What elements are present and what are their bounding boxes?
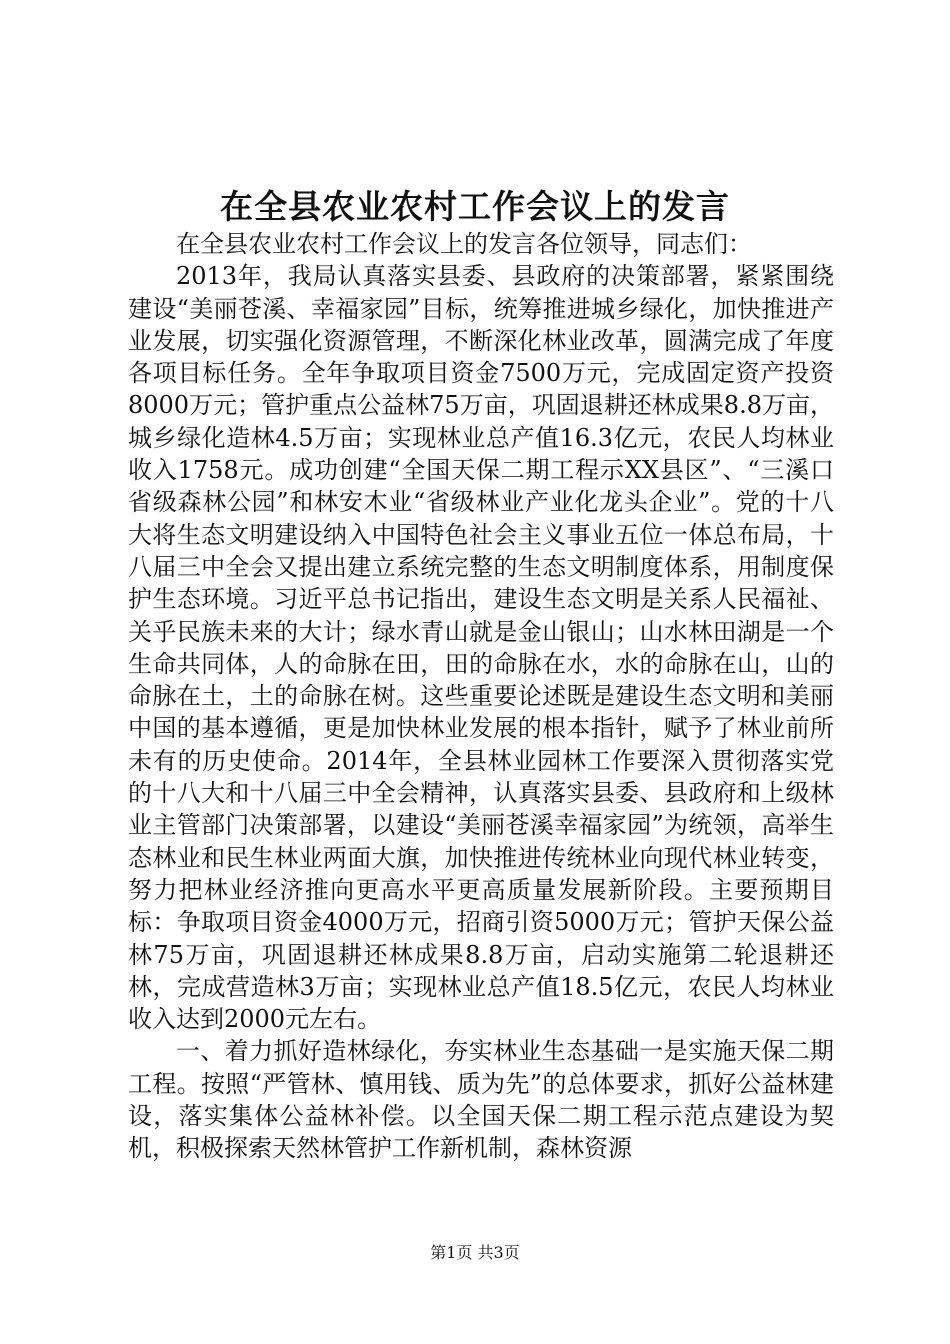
- page-number-footer: 第1页 共3页: [430, 1243, 520, 1262]
- document-title: 在全县农业农村工作会议上的发言: [220, 187, 730, 226]
- paragraph-review-and-goals: 2013年，我局认真落实县委、县政府的决策部署，紧紧围绕建设“美丽苍溪、幸福家园”目标，统筹推进城乡绿化，加快推进产业发展，切实强化资源管理，不断深化林业改革，圆满完成了年度各项目标任务。全年争取项目资金7500万元，完成固定资产投资8000万元；管护重点公益林75万亩，巩固退耕还林成果8.8万亩，城乡绿化造林4.5万亩；实现林业总产值16.3亿元，农民人均林业收入1758元。成功创建“全国天保二期工程示XX县区”、“三溪口省级森林公园”和林安木业“省级林业产业化龙头企业”。党的十八大将生态文明建设纳入中国特色社会主义事业五位一体总布局，十八届三中全会又提出建立系统完整的生态文明制度体系，用制度保护生态环境。习近平总书记指出，建设生态文明是关系人民福祉、关乎民族未来的大计；绿水青山就是金山银山；山水林田湖是一个生命共同体，人的命脉在田，田的命脉在水，水的命脉在山，山的命脉在土，土的命脉在树。这些重要论述既是建设生态文明和美丽中国的基本遵循，更是加快林业发展的根本指针，赋予了林业前所未有的历史使命。2014年，全县林业园林工作要深入贯彻落实党的十八大和十八届三中全会精神，认真落实县委、县政府和上级林业主管部门决策部署，以建设“美丽苍溪幸福家园”为统领，高举生态林业和民生林业两面大旗，加快推进传统林业向现代林业转变，努力把林业经济推向更高水平更高质量发展新阶段。主要预期目标：争取项目资金4000万元，招商引资5000万元；管护天保公益林75万亩，巩固退耕还林成果8.8万亩，启动实施第二轮退耕还林，完成营造林3万亩；实现林业总产值18.5亿元，农民人均林业收入达到2000元左右。: [128, 262, 834, 1034]
- document-body: [128, 228, 834, 1165]
- paragraph-section-one: 一、着力抓好造林绿化，夯实林业生态基础一是实施天保二期工程。按照“严管林、慎用钱、质为先”的总体要求，抓好公益林建设，落实集体公益林补偿。以全国天保二期工程示范点建设为契机，积极探索天然林管护工作新机制，森林资源: [128, 1037, 834, 1163]
- paragraph-salutation: 在全县农业农村工作会议上的发言各位领导，同志们：: [176, 230, 752, 258]
